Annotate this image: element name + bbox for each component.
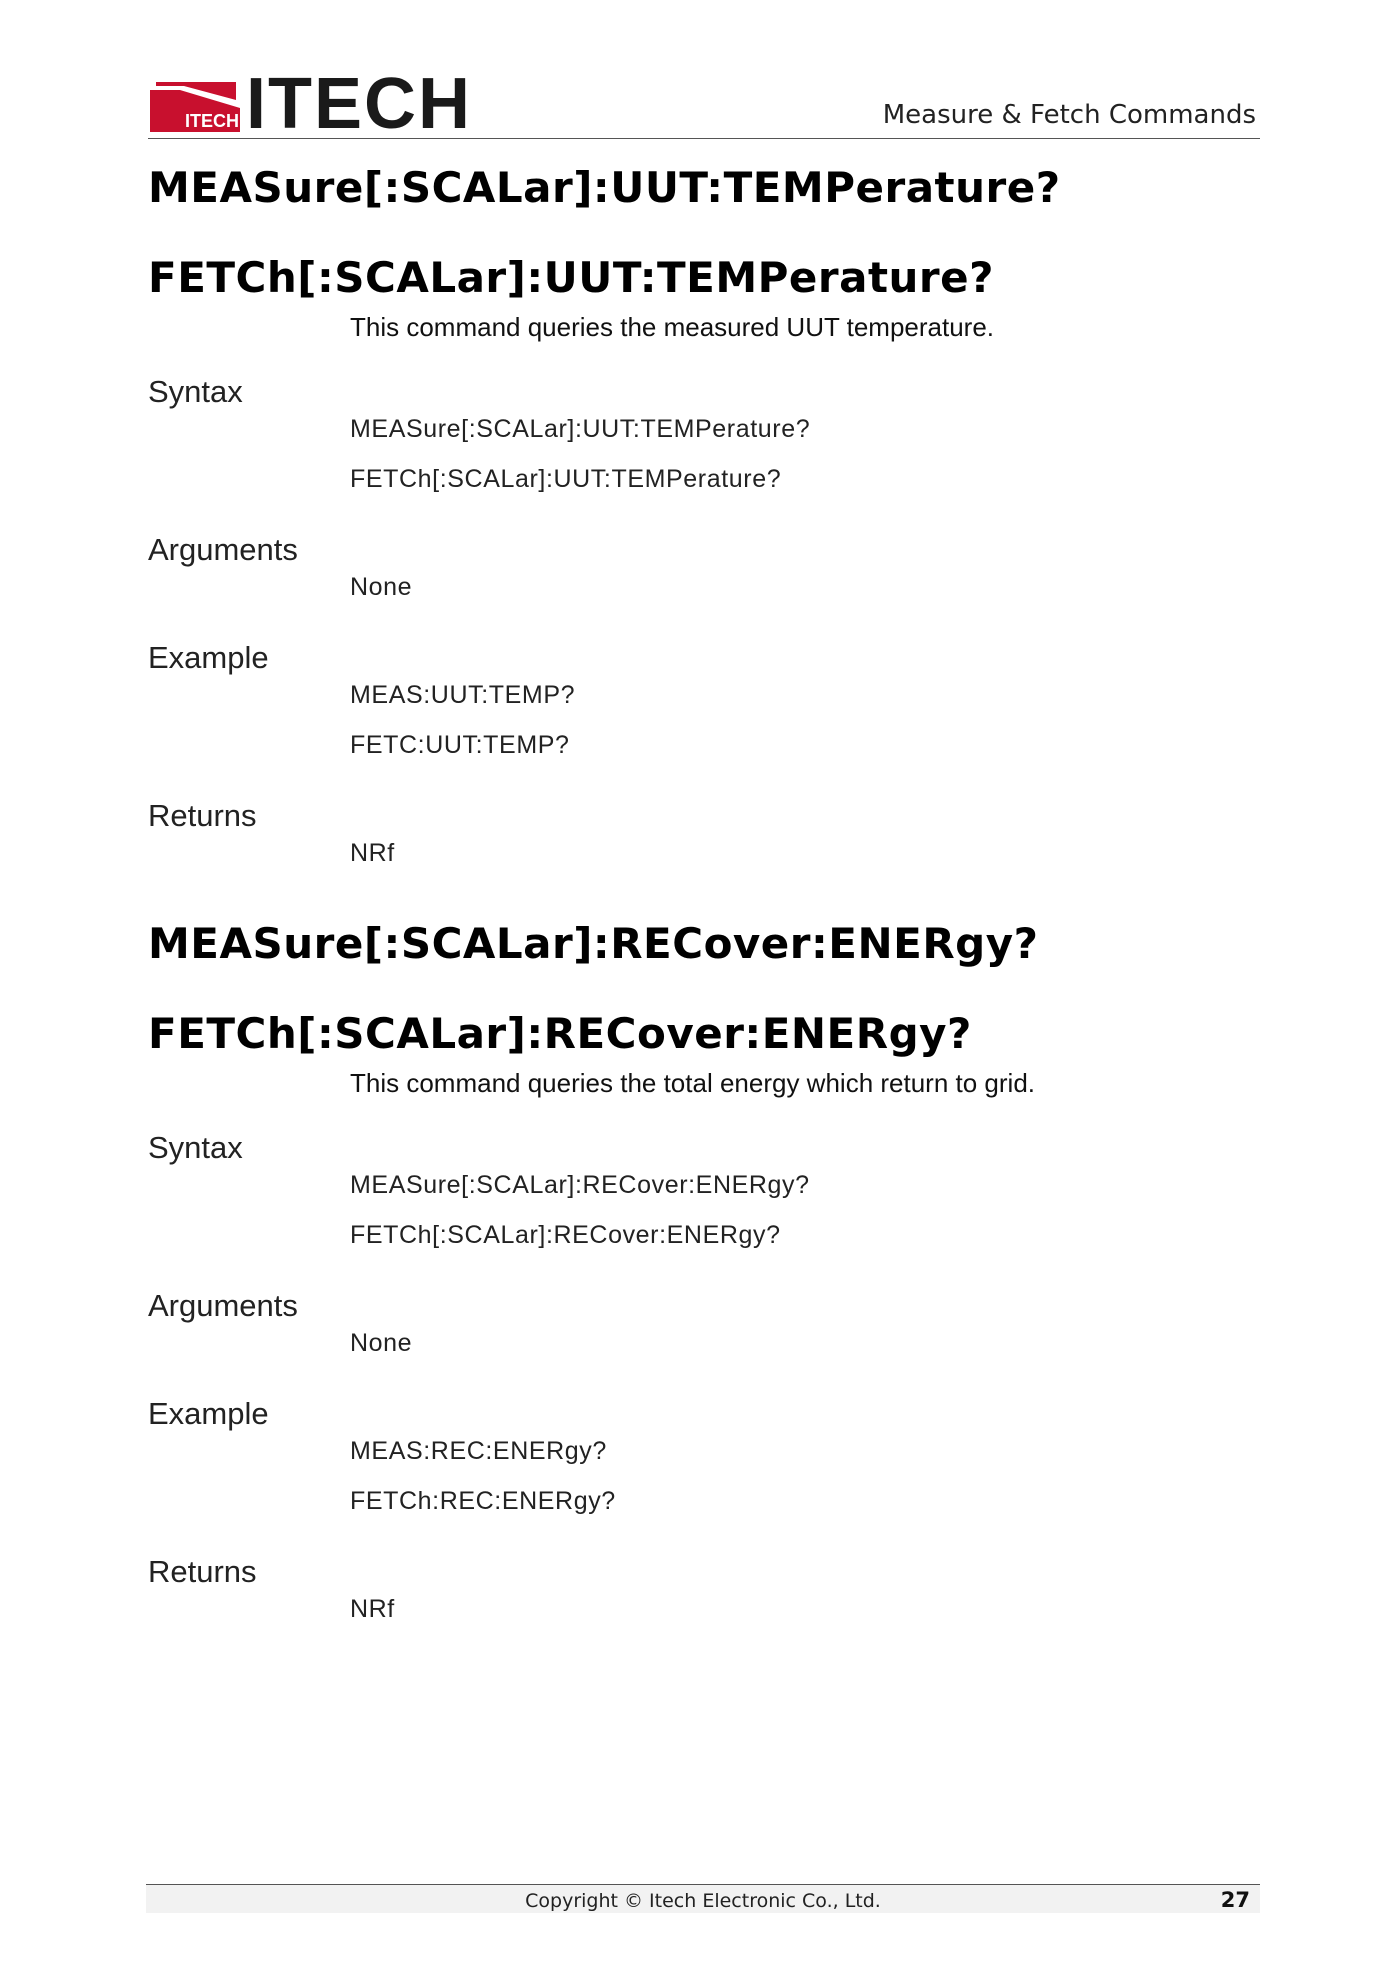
command-heading-measure: MEASure[:SCALar]:RECover:ENERgy? <box>148 919 1039 968</box>
syntax-line: MEASure[:SCALar]:RECover:ENERgy? <box>350 1171 810 1199</box>
command-block-recover-energy <box>148 916 1260 1626</box>
returns-value: NRf <box>350 839 395 867</box>
page-content <box>148 160 1260 1626</box>
syntax-label: Syntax <box>148 374 243 409</box>
returns-label: Returns <box>148 1554 257 1589</box>
returns-section <box>148 1552 1260 1626</box>
syntax-section <box>148 1128 1260 1252</box>
example-section <box>148 638 1260 762</box>
command-description: This command queries the measured UUT temperature. <box>350 312 995 342</box>
returns-label: Returns <box>148 798 257 833</box>
example-line: MEAS:REC:ENERgy? <box>350 1437 607 1465</box>
logo-badge-icon <box>150 78 240 132</box>
page-header <box>148 64 1260 144</box>
syntax-label: Syntax <box>148 1130 243 1165</box>
example-line: FETC:UUT:TEMP? <box>350 731 570 759</box>
arguments-label: Arguments <box>148 532 298 567</box>
command-heading-fetch: FETCh[:SCALar]:RECover:ENERgy? <box>148 1009 972 1058</box>
syntax-section <box>148 372 1260 496</box>
arguments-value: None <box>350 573 413 601</box>
example-label: Example <box>148 640 269 675</box>
arguments-section <box>148 1286 1260 1360</box>
syntax-line: MEASure[:SCALar]:UUT:TEMPerature? <box>350 415 811 443</box>
example-line: MEAS:UUT:TEMP? <box>350 681 576 709</box>
arguments-section <box>148 530 1260 604</box>
syntax-line: FETCh[:SCALar]:RECover:ENERgy? <box>350 1221 781 1249</box>
arguments-value: None <box>350 1329 413 1357</box>
example-line: FETCh:REC:ENERgy? <box>350 1487 616 1515</box>
logo-badge-text: ITECH <box>185 111 239 131</box>
syntax-line: FETCh[:SCALar]:UUT:TEMPerature? <box>350 465 782 493</box>
command-block-uut-temperature <box>148 160 1260 870</box>
copyright-text: Copyright © Itech Electronic Co., Ltd. <box>525 1890 881 1912</box>
returns-value: NRf <box>350 1595 395 1623</box>
command-heading-fetch: FETCh[:SCALar]:UUT:TEMPerature? <box>148 253 994 302</box>
page-footer <box>146 1884 1260 1913</box>
logo-wordmark: ITECH <box>246 64 472 144</box>
section-title: Measure & Fetch Commands <box>882 100 1256 130</box>
returns-section <box>148 796 1260 870</box>
example-label: Example <box>148 1396 269 1431</box>
page-number: 27 <box>1220 1888 1250 1912</box>
command-description: This command queries the total energy which return to grid. <box>350 1068 1036 1098</box>
arguments-label: Arguments <box>148 1288 298 1323</box>
command-heading-measure: MEASure[:SCALar]:UUT:TEMPerature? <box>148 163 1061 212</box>
example-section <box>148 1394 1260 1518</box>
